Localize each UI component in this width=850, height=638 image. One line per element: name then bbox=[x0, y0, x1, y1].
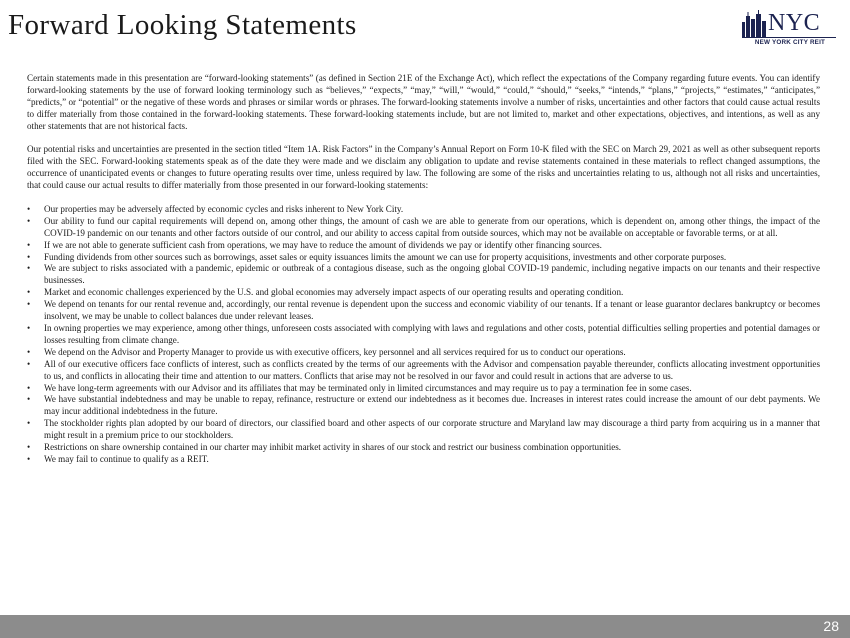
intro-paragraph: Certain statements made in this presentation are “forward-looking statements” (as defined in Section 21E of the Exchange Act), which reflect the expectations of the Company regarding future events. You can identify forward-looking statements by the use of forward looking terminology such as “believes,” “expects,” “may,” “will,” “would,” “could,” “should,” “seeks,” “intends,” “plans,” “projects,” “estimates,” “anticipates,” “predicts,” or “potential” or the negative of these words and phrases or similar words or phrases. The forward-looking statements involve a number of risks, uncertainties and other factors that could cause actual results to differ materially from those contained in the forward-looking statements. These forward-looking statements include, but are not limited to, market and other expectations, objectives, and intentions, as well as any other statements that are not historical facts. bbox=[27, 73, 820, 131]
risk-list bbox=[27, 204, 820, 466]
risk-list-item: • We have substantial indebtedness and may be unable to repay, refinance, restructure or extend our indebtedness as it becomes due. Increases in interest rates could increase the amount of our debt payments. We may incur additional indebtedness in the future. bbox=[27, 394, 820, 418]
footer-bar bbox=[0, 615, 850, 638]
skyline-icon bbox=[742, 10, 768, 37]
risk-list-item: • In owning properties we may experience, among other things, unforeseen costs associated with complying with laws and regulations and other costs, potential difficulties selling properties and potential damages or losses resulting from climate change. bbox=[27, 323, 820, 347]
logo-subtitle: NEW YORK CITY REIT bbox=[754, 39, 826, 46]
page-number: 28 bbox=[823, 618, 839, 634]
company-logo bbox=[740, 9, 840, 51]
risk-list-item: • Our ability to fund our capital requirements will depend on, among other things, the amount of cash we are able to generate from our operations, which is dependent on, among other things, the impact of the COVID-19 pandemic on our tenants and other factors outside of our control, and our ability to access capital from outside sources, which may not be available on acceptable or favorable terms, or at all. bbox=[27, 216, 820, 240]
risk-list-item: • If we are not able to generate sufficient cash from operations, we may have to reduce the amount of dividends we pay or identify other financing sources. bbox=[27, 240, 820, 252]
logo-wordmark: NYC bbox=[768, 10, 821, 36]
risks-paragraph: Our potential risks and uncertainties are presented in the section titled “Item 1A. Risk Factors” in the Company’s Annual Report on Form 10-K filed with the SEC on March 29, 2021 as well as other subsequent reports filed with the SEC. Forward-looking statements speak as of the date they were made and we disclaim any obligation to update and revise statements contained in these materials to reflect changed assumptions, the occurrence of unanticipated events or changes to future operating results over time, unless required by law. The following are some of the risks and uncertainties relating to us, although not all risks and uncertainties, that could cause our actual results to differ materially from those presented in our forward-looking statements: bbox=[27, 144, 820, 191]
risk-list-item: • We depend on the Advisor and Property Manager to provide us with executive officers, key personnel and all services required for us to conduct our operations. bbox=[27, 347, 820, 359]
risk-list-item: • Market and economic challenges experienced by the U.S. and global economies may adversely impact aspects of our operating results and operating condition. bbox=[27, 287, 820, 299]
risk-list-item: • Restrictions on share ownership contained in our charter may inhibit market activity in shares of our stock and restrict our business combination opportunities. bbox=[27, 442, 820, 454]
risk-list-item: • We are subject to risks associated with a pandemic, epidemic or outbreak of a contagious disease, such as the ongoing global COVID-19 pandemic, including negative impacts on our tenants and their respective businesses. bbox=[27, 263, 820, 287]
risk-list-item: • All of our executive officers face conflicts of interest, such as conflicts created by the terms of our agreements with the Advisor and compensation payable thereunder, conflicts allocating investment opportunities to us, and conflicts in allocating their time and attention to our matters. Conflicts that arise may not be resolved in our favor and could result in actions that are adverse to us. bbox=[27, 359, 820, 383]
risk-list-item: • Our properties may be adversely affected by economic cycles and risks inherent to New York City. bbox=[27, 204, 820, 216]
risk-list-item: • We may fail to continue to qualify as a REIT. bbox=[27, 454, 820, 466]
risk-list-item: • We depend on tenants for our rental revenue and, accordingly, our rental revenue is dependent upon the success and economic viability of our tenants. If a tenant or lease guarantor declares bankruptcy or becomes insolvent, we may be unable to collect balances due under relevant leases. bbox=[27, 299, 820, 323]
logo-divider bbox=[742, 37, 836, 38]
page-title: Forward Looking Statements bbox=[8, 9, 357, 41]
statement-body bbox=[27, 73, 820, 466]
risk-list-item: • We have long-term agreements with our Advisor and its affiliates that may be terminated only in limited circumstances and may require us to pay a termination fee in some cases. bbox=[27, 383, 820, 395]
risk-list-item: • Funding dividends from other sources such as borrowings, asset sales or equity issuances limits the amount we can use for property acquisitions, investments and other corporate purposes. bbox=[27, 252, 820, 264]
risk-list-item: • The stockholder rights plan adopted by our board of directors, our classified board and other aspects of our corporate structure and Maryland law may discourage a third party from acquiring us in a manner that might result in a premium price to our stockholders. bbox=[27, 418, 820, 442]
